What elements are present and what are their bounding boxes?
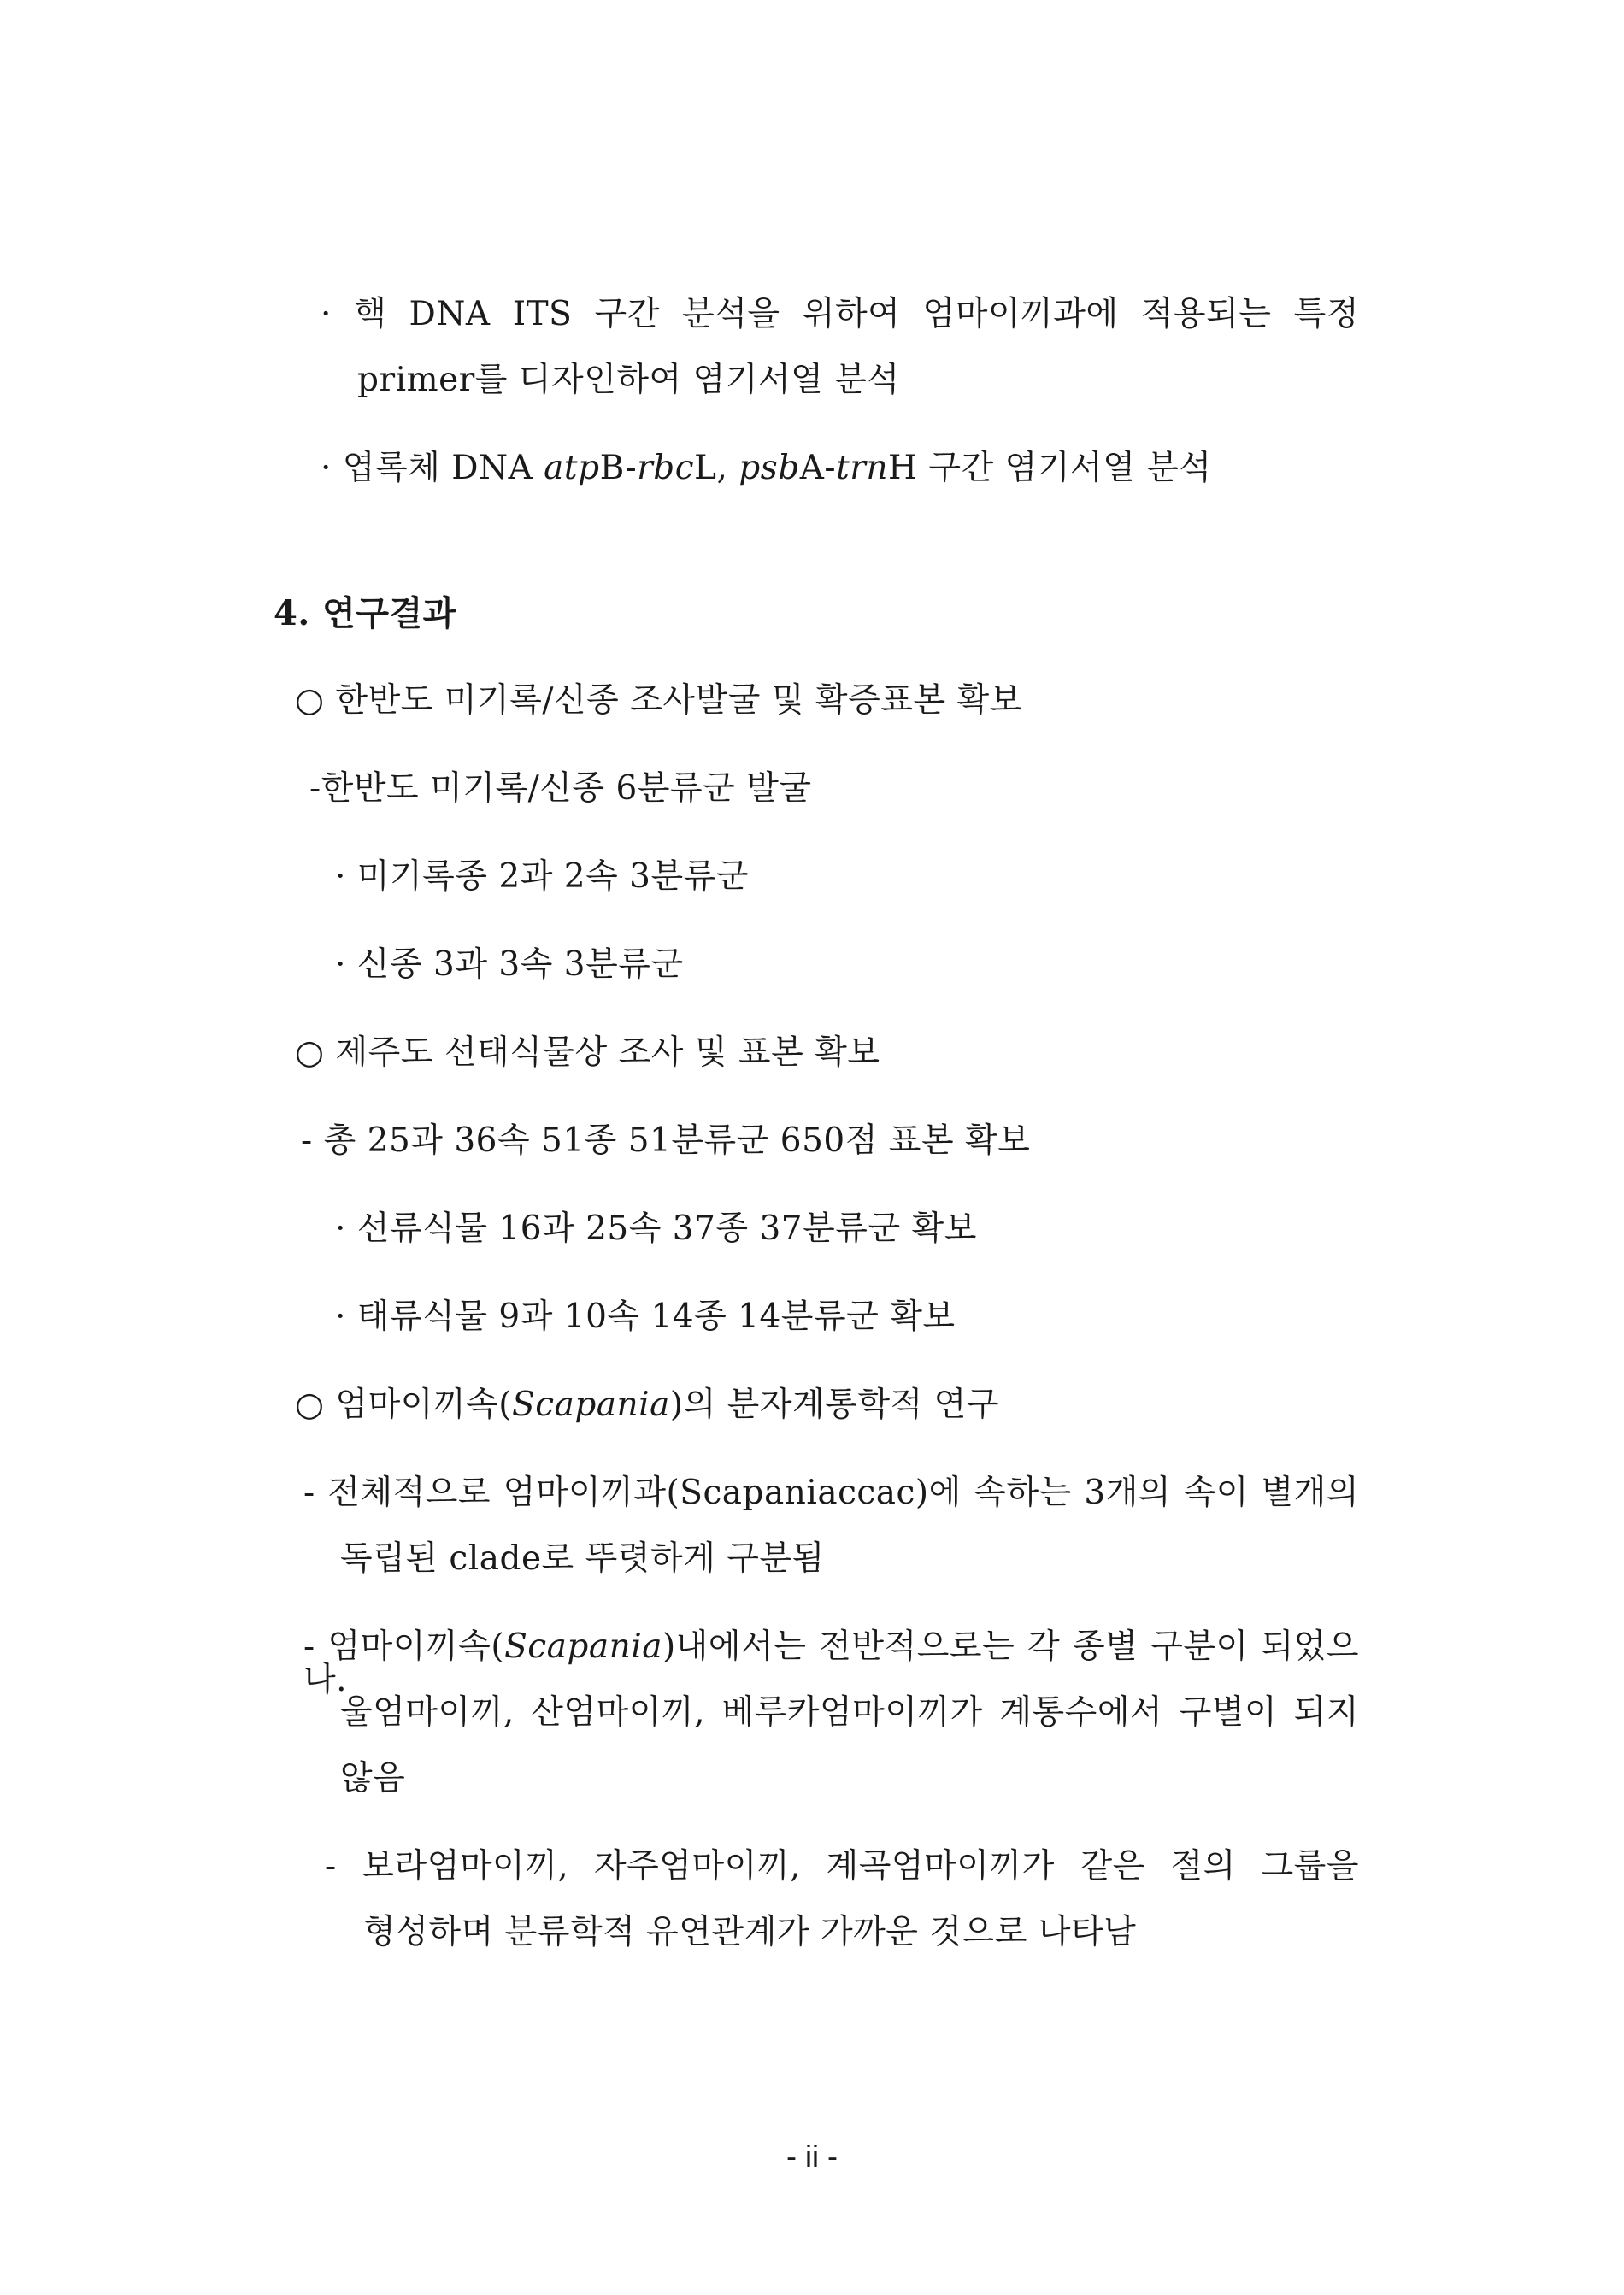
page-number: - ii - [786,2139,838,2174]
s3-dash2-genus: Scapania [504,1627,662,1666]
section-heading-results: 4. 연구결과 [274,593,456,633]
results-s3-dash1-line2: 독립된 clade로 뚜렷하게 구분됨 [340,1539,825,1578]
results-s3-dash3-line1: - 보라엄마이끼, 자주엄마이끼, 계곡엄마이끼가 같은 절의 그룹을 [325,1847,1359,1886]
methods-item-its-line1: · 핵 DNA ITS 구간 분석을 위하여 엄마이끼과에 적용되는 특정 [321,295,1359,333]
s3-dash2-pre: - 엄마이끼속( [303,1627,505,1666]
methods-item-its-line2: primer를 디자인하여 염기서열 분석 [357,361,900,399]
gene-psb: psb [738,449,800,487]
gene-psb-suffix: A- [799,449,837,487]
results-s3-dash2-line3: 않음 [340,1759,406,1798]
gene-atp-suffix: B- [599,449,638,487]
results-s2-title: ○ 제주도 선태식물상 조사 및 표본 확보 [295,1033,880,1072]
gene-rbc: rbc [637,449,695,487]
results-s1-title: ○ 한반도 미기록/신종 조사발굴 및 확증표본 확보 [295,681,1022,720]
methods-item-cpdna [321,451,1212,485]
gene-trn-suffix: H 구간 염기서열 분석 [888,449,1212,487]
s3-dash2-post: )내에서는 전반적으로는 각 종별 구분이 되었으나. [303,1627,1359,1699]
gene-atp: atp [544,449,600,487]
results-s1-bullet2: · 신종 3과 3속 3분류군 [335,945,684,984]
results-s3-dash2-line2: 울엄마이끼, 산엄마이끼, 베루카엄마이끼가 계통수에서 구별이 되지 [340,1693,1359,1732]
cpdna-prefix: · 엽록체 DNA [321,449,544,487]
s3-title-genus: Scapania [512,1386,670,1424]
s3-title-post: )의 분자계통학적 연구 [669,1386,999,1424]
gene-rbc-suffix: L, [694,449,739,487]
results-s1-bullet1: · 미기록종 2과 2속 3분류군 [335,857,749,896]
s3-title-pre: ○ 엄마이끼속( [295,1386,513,1424]
results-s2-bullet2: · 태류식물 9과 10속 14종 14분류군 확보 [335,1298,956,1336]
results-s2-dash: - 총 25과 36속 51종 51분류군 650점 표본 확보 [301,1121,1031,1160]
results-s3-dash3-line2: 형성하며 분류학적 유연관계가 가까운 것으로 나타남 [363,1913,1137,1951]
results-s2-bullet1: · 선류식물 16과 25속 37종 37분류군 확보 [335,1209,977,1248]
results-s1-dash: -한반도 미기록/신종 6분류군 발굴 [309,769,812,808]
results-s3-dash2-line1 [303,1627,1359,1699]
results-s3-dash1-line1: - 전체적으로 엄마이끼과(Scapaniaccac)에 속하는 3개의 속이 별개의 [303,1474,1359,1512]
results-s3-title [295,1386,999,1424]
gene-trn: trn [836,449,889,487]
